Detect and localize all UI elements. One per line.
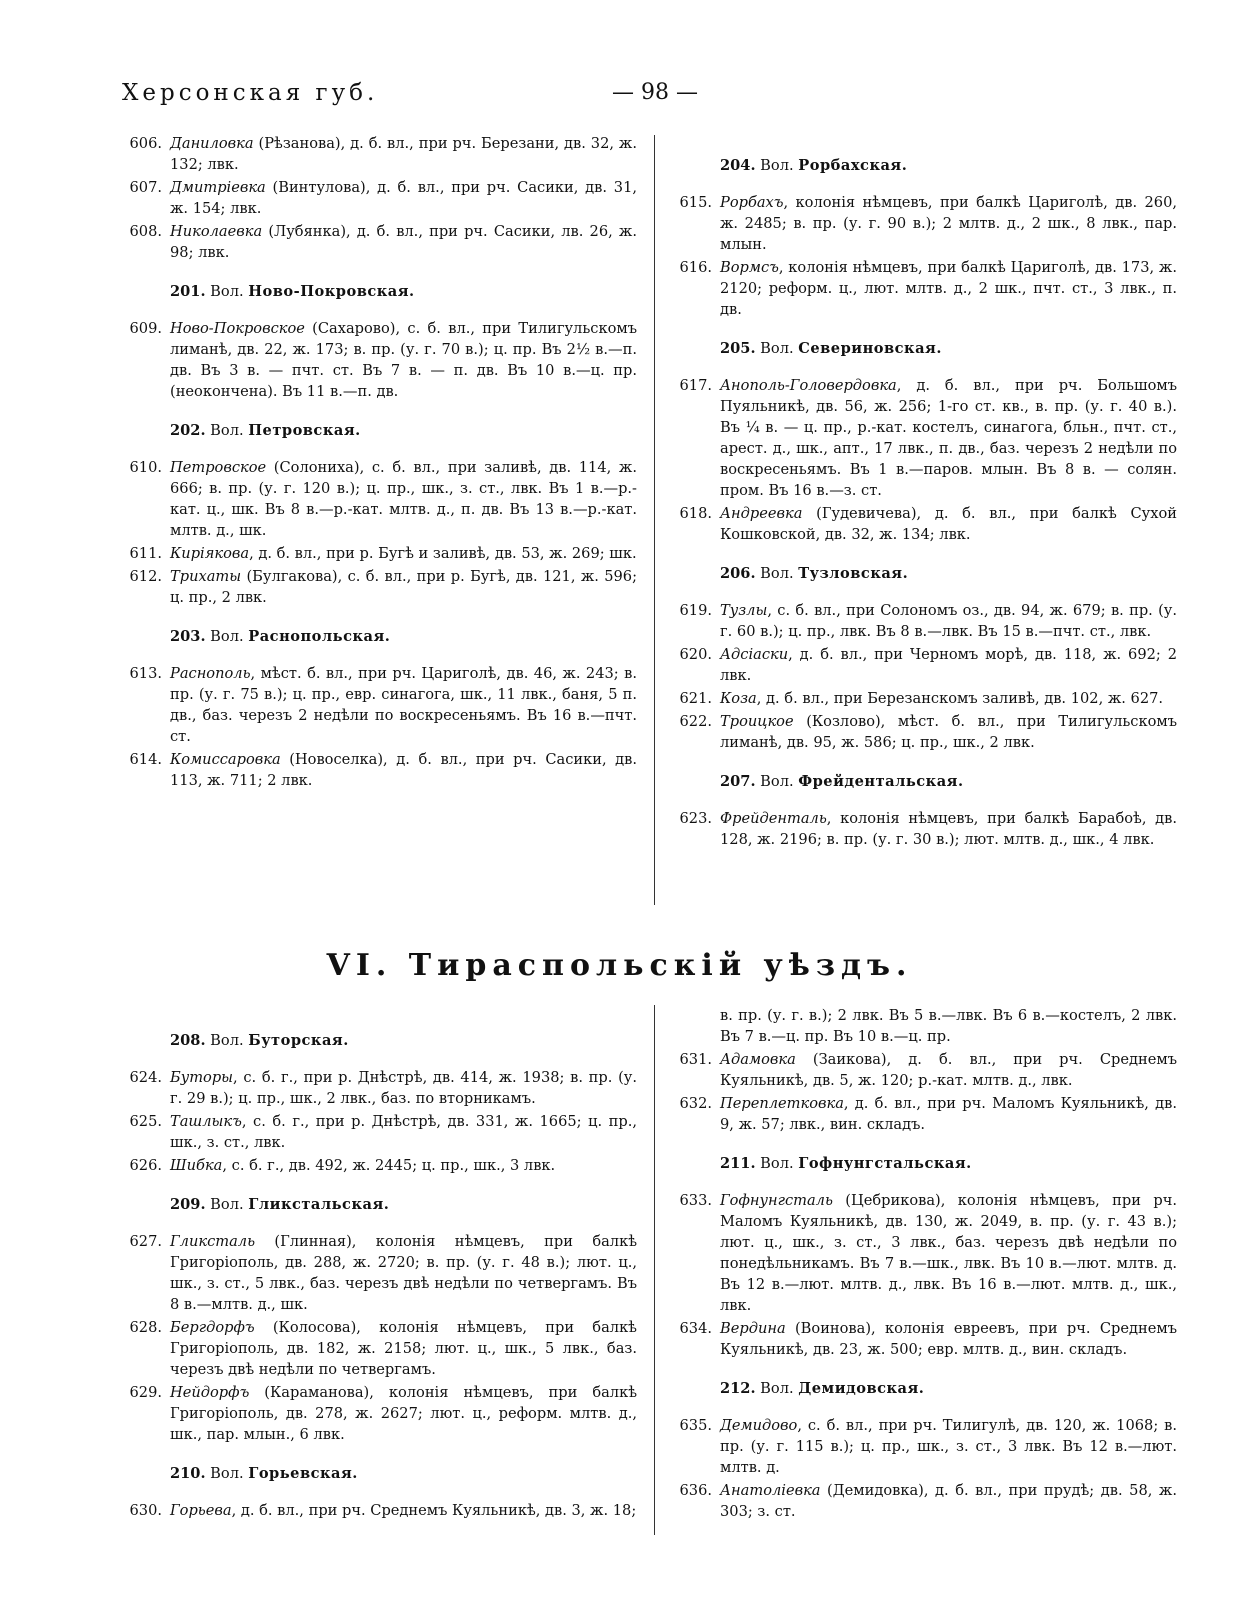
entry-text: , д. б. вл., при рч. Маломъ Куяльникѣ, дв. 9, ж. 57; лвк., вин. складъ. [720,1095,1177,1133]
page-header [122,80,1122,120]
settlement-name: Анатоліевка [720,1482,821,1499]
volost-name: Гликстальская. [248,1196,390,1213]
settlement-entry [122,318,637,402]
volost-label: Вол. [205,1032,249,1049]
volost-label: Вол. [755,1155,799,1172]
volost-label: Вол. [755,157,799,174]
volost-number: 210. [170,1465,206,1482]
entry-number: 631. [679,1051,712,1068]
entry-number: 620. [679,646,712,663]
settlement-entry [672,808,1177,850]
entry-number: 609. [129,320,162,337]
settlement-entry [122,1155,637,1176]
settlement-name: Раснополь [170,665,251,682]
settlement-name: Демидово [720,1417,798,1434]
volost-number: 212. [720,1380,756,1397]
entry-number: 633. [679,1192,712,1209]
entry-text: , с. б. вл., при Солономъ оз., дв. 94, ж. 679; в. пр. (у. г. 60 в.); ц. пр., лвк. Въ 8 в.—лвк. Въ 15 в.—пчт. ст., лвк. [720,602,1177,640]
volost-heading [672,563,1177,584]
volost-name: Ново-Покровская. [248,283,415,300]
entry-number: 613. [129,665,162,682]
entry-text: (Воинова), колонія евреевъ, при рч. Среднемъ Куяльникѣ, дв. 23, ж. 500; евр. млтв. д., вин. складъ. [720,1320,1177,1358]
entry-number: 634. [679,1320,712,1337]
volost-name: Тузловская. [798,565,909,582]
settlement-name: Ташлыкъ [170,1113,242,1130]
settlement-entry [672,711,1177,753]
entry-number: 636. [679,1482,712,1499]
entry-number: 614. [129,751,162,768]
settlement-entry [122,1382,637,1445]
settlement-entry [122,1500,637,1521]
column-divider-bottom [654,1005,655,1535]
settlement-name: Нейдорфъ [170,1384,250,1401]
column-bottom-right [672,1005,1177,1524]
volost-heading [672,771,1177,792]
entry-number: 616. [679,259,712,276]
settlement-entry [122,663,637,747]
entry-text: (Солониха), с. б. вл., при заливѣ, дв. 114, ж. 666; в. пр. (у. г. 120 в.); ц. пр., шк., з. ст., лвк. Въ 1 в.—р.-кат. ц., шк. Въ 8 в.—р.-кат. млтв. д., п. дв. Въ 13 в.—р.-кат. млтв. д., шк. [170,459,637,539]
volost-label: Вол. [205,422,249,439]
volost-name: Демидовская. [798,1380,925,1397]
entry-text: (Колосова), колонія нѣмцевъ, при балкѣ Григоріополь, дв. 182, ж. 2158; лют. ц., шк., 5 лвк., баз. черезъ двѣ недѣли по четвергамъ. [170,1319,637,1378]
entry-text: (Козлово), мѣст. б. вл., при Тилигульскомъ лиманѣ, дв. 95, ж. 586; ц. пр., шк., 2 лвк. [720,713,1177,751]
entry-number: 625. [129,1113,162,1130]
column-top-right [672,155,1177,852]
entry-text: , д. б. вл., при рч. Большомъ Пуяльникѣ, дв. 56, ж. 256; 1-го ст. кв., в. пр. (у. г. 40 в.). Въ ¼ в. — ц. пр., р.-кат. костелъ, синагога, бльн., пчт. ст., арест. д., шк., апт., 17 лвк., п. дв., баз. черезъ 2 недѣли по воскресеньямъ. Въ 1 в.—паров. млын. Въ 8 в. — солян. пром. Въ 16 в.—з. ст. [720,377,1177,499]
volost-name: Горьевская. [248,1465,358,1482]
entry-text: (Лубянка), д. б. вл., при рч. Сасики, лв. 26, ж. 98; лвк. [170,223,637,261]
volost-heading [672,1153,1177,1174]
volost-number: 208. [170,1032,206,1049]
volost-name: Гофнунгстальская. [798,1155,972,1172]
settlement-entry [672,1093,1177,1135]
volost-heading [122,1194,637,1215]
entry-text: , д. б. вл., при р. Бугѣ и заливѣ, дв. 53, ж. 269; шк. [249,545,637,562]
volost-label: Вол. [755,773,799,790]
entry-text: , с. б. г., дв. 492, ж. 2445; ц. пр., шк., 3 лвк. [222,1157,556,1174]
settlement-name: Киріякова [170,545,250,562]
entry-text: , колонія нѣмцевъ, при балкѣ Барабоѣ, дв. 128, ж. 2196; в. пр. (у. г. 30 в.); лют. млтв. д., шк., 4 лвк. [720,810,1177,848]
entry-number: 630. [129,1502,162,1519]
volost-name: Севериновская. [798,340,942,357]
settlement-entry [122,749,637,791]
entry-number: 615. [679,194,712,211]
entry-continuation: в. пр. (у. г. в.); 2 лвк. Въ 5 в.—лвк. Въ 6 в.—костелъ, 2 лвк. Въ 7 в.—ц. пр. Въ 10 в.—ц. пр. [720,1007,1177,1045]
volost-number: 205. [720,340,756,357]
entry-text: (Цебрикова), колонія нѣмцевъ, при рч. Маломъ Куяльникѣ, дв. 130, ж. 2049, в. пр. (у. г. 43 в.); лют. ц., шк., з. ст., 3 лвк., баз. черезъ двѣ недѣли по понедѣльникамъ. Въ 7 в.—шк., лвк. Въ 10 в.—лют. млтв. д. Въ 12 в.—лют. млтв. д., лвк. Въ 16 в.—лют. млтв. д., шк., лвк. [720,1192,1177,1314]
entry-number: 612. [129,568,162,585]
entry-number: 618. [679,505,712,522]
entry-text: (Булгакова), с. б. вл., при р. Бугѣ, дв. 121, ж. 596; ц. пр., 2 лвк. [170,568,637,606]
entry-text: (Гудевичева), д. б. вл., при балкѣ Сухой Кошковской, дв. 32, ж. 134; лвк. [720,505,1177,543]
settlement-entry [672,1049,1177,1091]
volost-heading [122,281,637,302]
section-title: VI. Тираспольскій уѣздъ. [326,948,913,983]
entry-number: 626. [129,1157,162,1174]
column-divider-top [654,135,655,905]
settlement-name: Коза [720,690,757,707]
entry-number: 608. [129,223,162,240]
settlement-entry [672,375,1177,501]
volost-name: Раснопольская. [248,628,391,645]
entry-text: (Винтулова), д. б. вл., при рч. Сасики, дв. 31, ж. 154; лвк. [170,179,637,217]
settlement-name: Тузлы [720,602,768,619]
settlement-entry [122,1317,637,1380]
entry-number: 629. [129,1384,162,1401]
settlement-name: Адамовка [720,1051,796,1068]
volost-number: 211. [720,1155,756,1172]
settlement-name: Буторы [170,1069,234,1086]
settlement-name: Фрейденталь [720,810,827,827]
settlement-entry [672,1415,1177,1478]
volost-number: 202. [170,422,206,439]
settlement-entry [122,543,637,564]
volost-label: Вол. [205,283,249,300]
settlement-name: Троицкое [720,713,794,730]
volost-label: Вол. [205,628,249,645]
volost-number: 209. [170,1196,206,1213]
settlement-entry [672,1480,1177,1522]
settlement-name: Ново-Покровское [170,320,305,337]
entry-number: 619. [679,602,712,619]
settlement-name: Адсіаски [720,646,789,663]
entry-text: , с. б. вл., при рч. Тилигулѣ, дв. 120, ж. 1068; в. пр. (у. г. 115 в.); ц. пр., шк., з. ст., 3 лвк. Въ 12 в.—лют. млтв. д. [720,1417,1177,1476]
settlement-name: Петровское [170,459,267,476]
volost-heading [122,420,637,441]
entry-text: (Рѣзанова), д. б. вл., при рч. Березани, дв. 32, ж. 132; лвк. [170,135,637,173]
volost-heading [672,1378,1177,1399]
entry-text: (Глинная), колонія нѣмцевъ, при балкѣ Григоріополь, дв. 288, ж. 2720; в. пр. (у. г. 48 в.); лют. ц., шк., з. ст., 5 лвк., баз. черезъ двѣ недѣли по четвергамъ. Въ 8 в.—млтв. д., шк. [170,1233,637,1313]
volost-name: Петровская. [248,422,361,439]
entry-number: 624. [129,1069,162,1086]
entry-number: 628. [129,1319,162,1336]
entry-number: 632. [679,1095,712,1112]
running-head: Херсонская губ. [122,80,379,106]
settlement-name: Вормсъ [720,259,779,276]
settlement-entry [672,644,1177,686]
volost-heading [122,1463,637,1484]
entry-text: (Заикова), д. б. вл., при рч. Среднемъ Куяльникѣ, дв. 5, ж. 120; р.-кат. млтв. д., лвк. [720,1051,1177,1089]
entry-number: 610. [129,459,162,476]
volost-name: Рорбахская. [798,157,908,174]
entry-number: 622. [679,713,712,730]
settlement-entry [122,1231,637,1315]
column-top-left [122,133,637,793]
volost-name: Буторская. [248,1032,349,1049]
settlement-entry [122,1067,637,1109]
entry-number: 635. [679,1417,712,1434]
volost-heading [672,338,1177,359]
entry-text: , колонія нѣмцевъ, при балкѣ Цариголѣ, дв. 260, ж. 2485; в. пр. (у. г. 90 в.); 2 млтв. д., 2 шк., 8 лвк., пар. млын. [720,194,1177,253]
entry-text: (Демидовка), д. б. вл., при прудѣ; дв. 58, ж. 303; з. ст. [720,1482,1177,1520]
settlement-name: Андреевка [720,505,803,522]
entry-text: (Новоселка), д. б. вл., при рч. Сасики, дв. 113, ж. 711; 2 лвк. [170,751,637,789]
volost-heading [122,1030,637,1051]
volost-label: Вол. [755,340,799,357]
page-number: — 98 — [612,80,698,105]
entry-number: 617. [679,377,712,394]
entry-number: 621. [679,690,712,707]
settlement-entry [122,1111,637,1153]
settlement-name: Анополь-Головердовка [720,377,897,394]
column-bottom-left [122,1030,637,1523]
entry-text: , д. б. вл., при Березанскомъ заливѣ, дв. 102, ж. 627. [756,690,1164,707]
volost-number: 207. [720,773,756,790]
volost-heading [122,626,637,647]
entry-text: (Караманова), колонія нѣмцевъ, при балкѣ Григоріополь, дв. 278, ж. 2627; лют. ц., реформ. млтв. д., шк., пар. млын., 6 лвк. [170,1384,637,1443]
volost-label: Вол. [755,565,799,582]
settlement-name: Даниловка [170,135,254,152]
settlement-entry [122,566,637,608]
settlement-entry [122,221,637,263]
settlement-name: Комиссаровка [170,751,281,768]
entry-number: 627. [129,1233,162,1250]
volost-label: Вол. [205,1196,249,1213]
settlement-name: Шибка [170,1157,223,1174]
entry-text: , д. б. вл., при рч. Среднемъ Куяльникѣ, дв. 3, ж. 18; [231,1502,637,1519]
settlement-name: Вердина [720,1320,786,1337]
settlement-name: Рорбахъ [720,194,784,211]
volost-number: 206. [720,565,756,582]
entry-text: (Сахарово), с. б. вл., при Тилигульскомъ лиманѣ, дв. 22, ж. 173; в. пр. (у. г. 70 в.); ц. пр. Въ 2½ в.—п. дв. Въ 3 в. — пчт. ст. Въ 7 в. — п. дв. Въ 10 в.—ц. пр. (неокончена). Въ 11 в.—п. дв. [170,320,637,400]
settlement-entry [122,457,637,541]
settlement-name: Дмитріевка [170,179,266,196]
settlement-entry [672,1318,1177,1360]
entry-text: , мѣст. б. вл., при рч. Цариголѣ, дв. 46, ж. 243; в. пр. (у. г. 75 в.); ц. пр., евр. синагога, шк., 11 лвк., баня, 5 п. дв., баз. черезъ 2 недѣли по воскресеньямъ. Въ 16 в.—пчт. ст. [170,665,637,745]
settlement-entry [672,503,1177,545]
entry-text: , д. б. вл., при Черномъ морѣ, дв. 118, ж. 692; 2 лвк. [720,646,1177,684]
settlement-name: Гофнунгсталь [720,1192,833,1209]
entry-number: 623. [679,810,712,827]
entry-text: , с. б. г., при р. Днѣстрѣ, дв. 331, ж. 1665; ц. пр., шк., з. ст., лвк. [170,1113,637,1151]
volost-heading [672,155,1177,176]
volost-name: Фрейдентальская. [798,773,964,790]
volost-number: 201. [170,283,206,300]
settlement-name: Николаевка [170,223,263,240]
settlement-entry [672,192,1177,255]
settlement-name: Гликсталь [170,1233,256,1250]
settlement-name: Трихаты [170,568,242,585]
settlement-entry [672,257,1177,320]
settlement-name: Горьева [170,1502,232,1519]
settlement-entry [672,1190,1177,1316]
entry-number: 611. [129,545,162,562]
settlement-name: Переплетковка [720,1095,844,1112]
volost-number: 204. [720,157,756,174]
entry-text: , с. б. г., при р. Днѣстрѣ, дв. 414, ж. 1938; в. пр. (у. г. 29 в.); ц. пр., шк., 2 лвк., баз. по вторникамъ. [170,1069,637,1107]
volost-label: Вол. [205,1465,249,1482]
settlement-entry [672,688,1177,709]
settlement-name: Бергдорфъ [170,1319,255,1336]
volost-number: 203. [170,628,206,645]
entry-number: 606. [129,135,162,152]
settlement-entry [122,177,637,219]
entry-text: , колонія нѣмцевъ, при балкѣ Цариголѣ, дв. 173, ж. 2120; реформ. ц., лют. млтв. д., 2 шк., пчт. ст., 3 лвк., п. дв. [720,259,1177,318]
volost-label: Вол. [755,1380,799,1397]
entry-number: 607. [129,179,162,196]
settlement-entry [122,133,637,175]
settlement-entry [672,600,1177,642]
